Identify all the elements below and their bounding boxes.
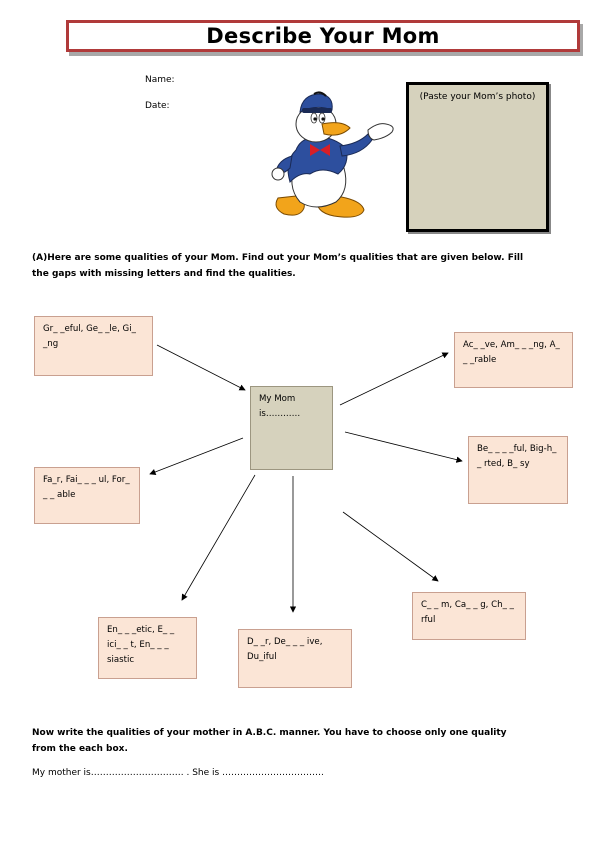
- instruction-b: Now write the qualities of your mother in A.B.C. manner. You have to choose only one quality from the each box.: [32, 728, 507, 754]
- box-fair-text: Fa_r, Fai_ _ _ ul, For_ _ _ able: [43, 475, 130, 500]
- arrow-graceful: [157, 345, 245, 390]
- box-beautiful-text: Be_ _ _ _ful, Big-h_ _ rted, B_ sy: [477, 444, 557, 469]
- box-charming: [412, 592, 526, 640]
- photo-label: (Paste your Mom’s photo): [419, 92, 536, 102]
- instruction-a: (A)Here are some qualities of your Mom. Find out your Mom’s qualities that are given below. Fill the gaps with missing letters and find the qualities.: [32, 253, 524, 279]
- box-fair: [34, 467, 140, 524]
- box-dutiful: [238, 629, 352, 688]
- box-active: [454, 332, 573, 388]
- box-graceful: [34, 316, 153, 376]
- box-energetic-text: En_ _ _etic, E_ _ ici_ _ t, En_ _ _ siastic: [107, 625, 175, 665]
- box-charming-text: C_ _ m, Ca_ _ g, Ch_ _ rful: [421, 600, 514, 625]
- box-dutiful-text: D_ _r, De_ _ _ ive, Du_iful: [247, 637, 323, 662]
- arrow-beautiful: [345, 432, 462, 461]
- center-box-text: My Mom is…………: [259, 394, 301, 419]
- box-graceful-text: Gr_ _eful, Ge_ _le, Gi_ _ng: [43, 324, 136, 349]
- box-energetic: [98, 617, 197, 679]
- arrow-charming: [343, 512, 438, 581]
- arrow-active: [340, 353, 448, 405]
- date-label: Date:: [145, 101, 170, 111]
- box-beautiful: [468, 436, 568, 504]
- center-box-my-mom: [250, 386, 333, 470]
- answer-line[interactable]: My mother is…………………………. . She is …………………………….: [32, 768, 324, 778]
- page-title: Describe Your Mom: [206, 24, 440, 48]
- arrow-fair: [150, 438, 243, 474]
- name-label: Name:: [145, 75, 175, 85]
- box-active-text: Ac_ _ve, Am_ _ _ng, A_ _ _rable: [463, 340, 560, 365]
- arrow-energetic: [182, 475, 255, 600]
